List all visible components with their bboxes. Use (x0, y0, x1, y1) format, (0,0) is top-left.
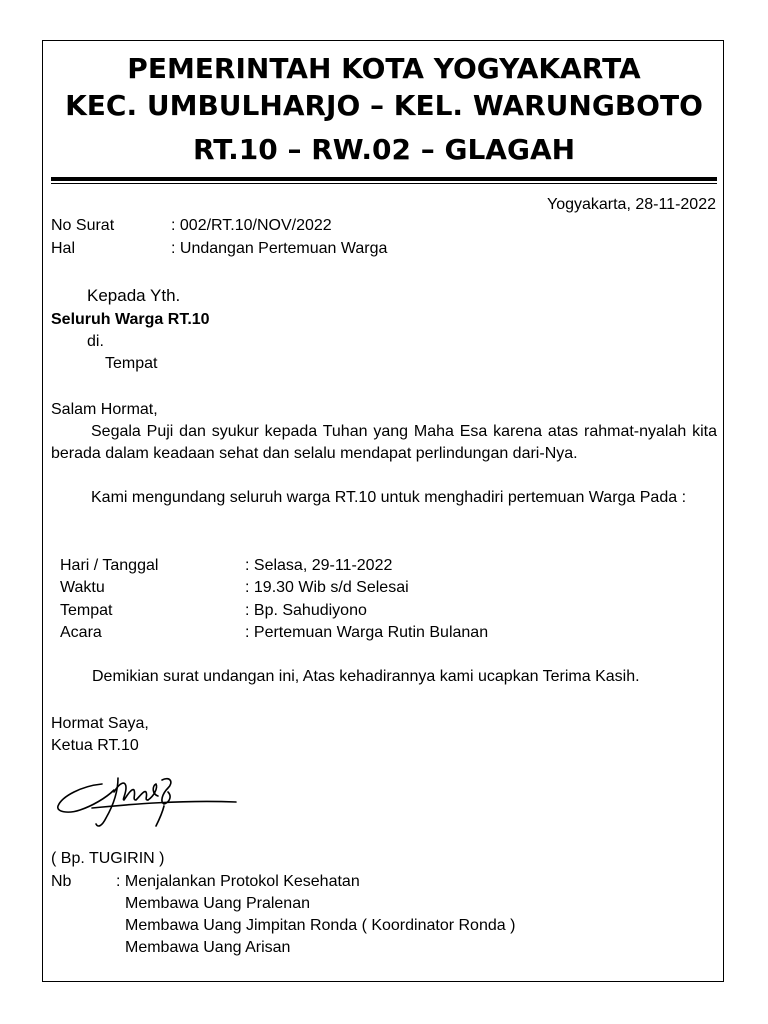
no-surat-value: : 002/RT.10/NOV/2022 (171, 217, 332, 234)
notes-label: Nb (51, 873, 72, 890)
detail-value-date: : Selasa, 29-11-2022 (245, 557, 393, 574)
note-item: Membawa Uang Jimpitan Ronda ( Koordinator Ronda ) (125, 917, 516, 934)
recipient-tempat: Tempat (105, 355, 158, 372)
hal-label: Hal (51, 240, 76, 257)
recipient-di: di. (87, 333, 104, 350)
detail-value-place: : Bp. Sahudiyono (245, 602, 367, 619)
letterhead-line-2: KEC. UMBULHARJO – KEL. WARUNGBOTO (65, 89, 703, 122)
place-date: Yogyakarta, 28-11-2022 (546, 196, 716, 213)
detail-label-time: Waktu (60, 579, 105, 596)
body-paragraph-1: Segala Puji dan syukur kepada Tuhan yang Maha Esa karena atas rahmat-nyalah kita berada dalam keadaan sehat dan selalu mendapat perlindungan dari-Nya. (51, 423, 717, 462)
signer-name: ( Bp. TUGIRIN ) (51, 850, 165, 867)
detail-value-time: : 19.30 Wib s/d Selesai (245, 579, 409, 596)
letterhead-line-3: RT.10 – RW.02 – GLAGAH (192, 133, 576, 166)
regards: Hormat Saya, (51, 715, 149, 732)
closing-sentence: Demikian surat undangan ini, Atas kehadirannya kami ucapkan Terima Kasih. (92, 668, 640, 685)
no-surat-label: No Surat (51, 217, 115, 234)
detail-label-event: Acara (60, 624, 102, 641)
detail-value-event: : Pertemuan Warga Rutin Bulanan (245, 624, 489, 641)
note-item: Membawa Uang Pralenan (125, 895, 310, 912)
letterhead-line-1: PEMERINTAH KOTA YOGYAKARTA (127, 52, 641, 85)
recipient-kepada: Kepada Yth. (87, 286, 181, 305)
detail-label-date: Hari / Tanggal (60, 557, 159, 574)
note-item: : Menjalankan Protokol Kesehatan (116, 873, 360, 890)
handwritten-signature (52, 770, 242, 832)
signer-position: Ketua RT.10 (51, 737, 139, 754)
detail-label-place: Tempat (60, 602, 113, 619)
note-item: Membawa Uang Arisan (125, 939, 291, 956)
recipient-name: Seluruh Warga RT.10 (51, 311, 210, 328)
greeting: Salam Hormat, (51, 401, 158, 418)
letter-border (42, 40, 724, 982)
letterhead-divider-thin (51, 183, 717, 184)
body-paragraph-2: Kami mengundang seluruh warga RT.10 untuk menghadiri pertemuan Warga Pada : (91, 489, 687, 506)
letterhead-divider-thick (51, 177, 717, 181)
hal-value: : Undangan Pertemuan Warga (171, 240, 388, 257)
